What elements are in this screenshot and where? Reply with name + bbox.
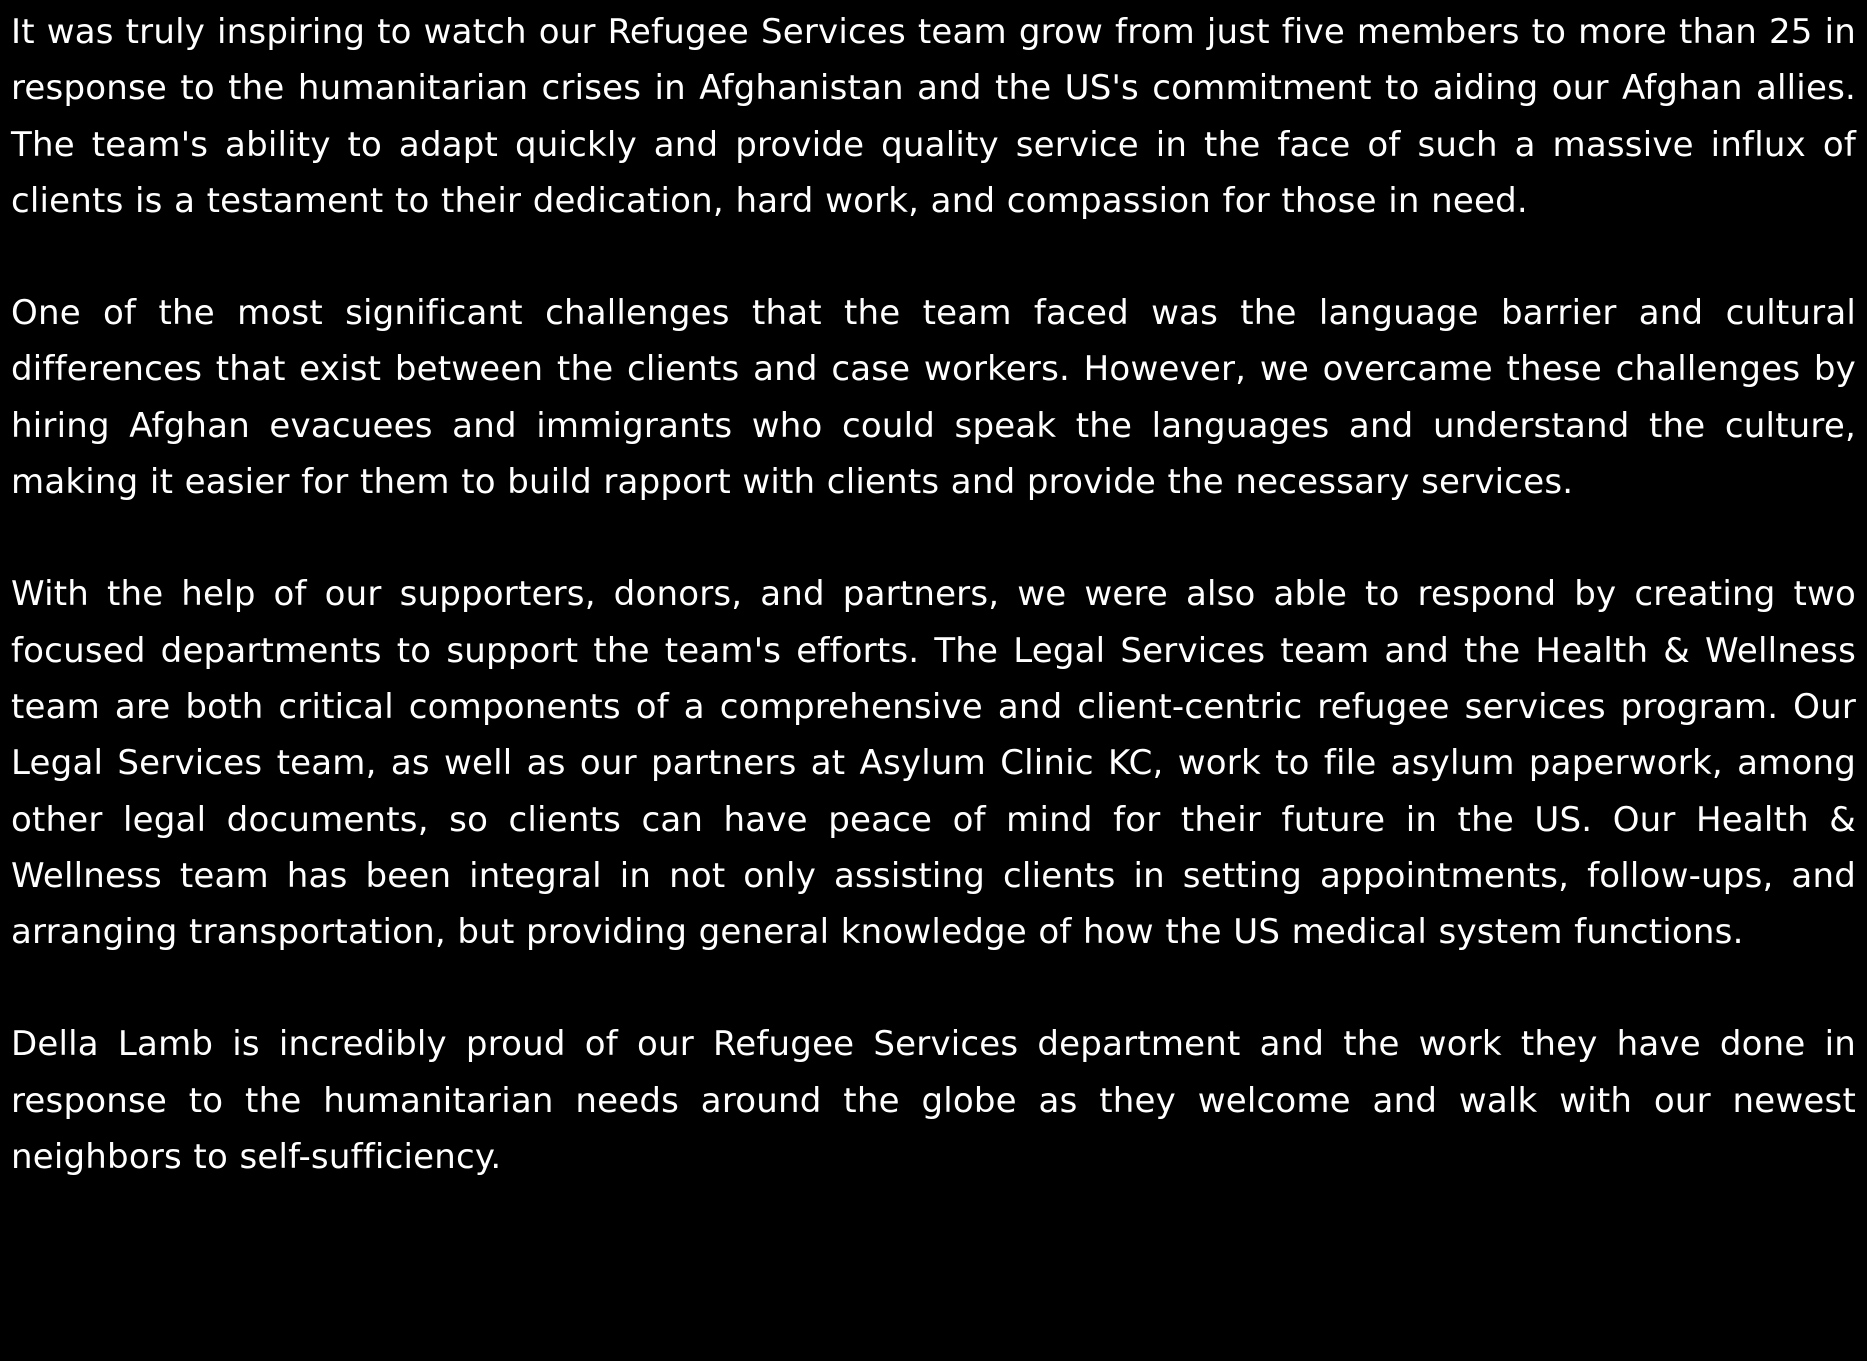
paragraph-legal-health-services: With the help of our supporters, donors, and partners, we were also able to respond by creating two focused departments to support the team's efforts. The Legal Services team and the Health & Wellness team are both critical components of a comprehensive and client-centric refugee services program. Our Legal Services team, as well as our partners at Asylum Clinic KC, work to file asylum paperwork, among other legal documents, so clients can have peace of mind for their future in the US. Our Health & Wellness team has been integral in not only assisting clients in setting appointments, follow-ups, and arranging transportation, but providing general knowledge of how the US medical system functions.	[11, 574, 1856, 953]
paragraph-team-growth: It was truly inspiring to watch our Refugee Services team grow from just five members to more than 25 in response to the humanitarian crises in Afghanistan and the US's commitment to aiding our Afghan allies. The team's ability to adapt quickly and provide quality service in the face of such a massive influx of clients is a testament to their dedication, hard work, and compassion for those in need.	[11, 12, 1856, 221]
paragraph-language-barrier: One of the most significant challenges that the team faced was the language barrier and cultural differences that exist between the clients and case workers. However, we overcame these challenges by hiring Afghan evacuees and immigrants who could speak the languages and understand the culture, making it easier for them to build rapport with clients and provide the necessary services.	[11, 293, 1856, 503]
paragraph-closing-statement: Della Lamb is incredibly proud of our Refugee Services department and the work they have done in response to the humanitarian needs around the globe as they welcome and walk with our newest neighbors to self-sufficiency.	[11, 1024, 1856, 1178]
